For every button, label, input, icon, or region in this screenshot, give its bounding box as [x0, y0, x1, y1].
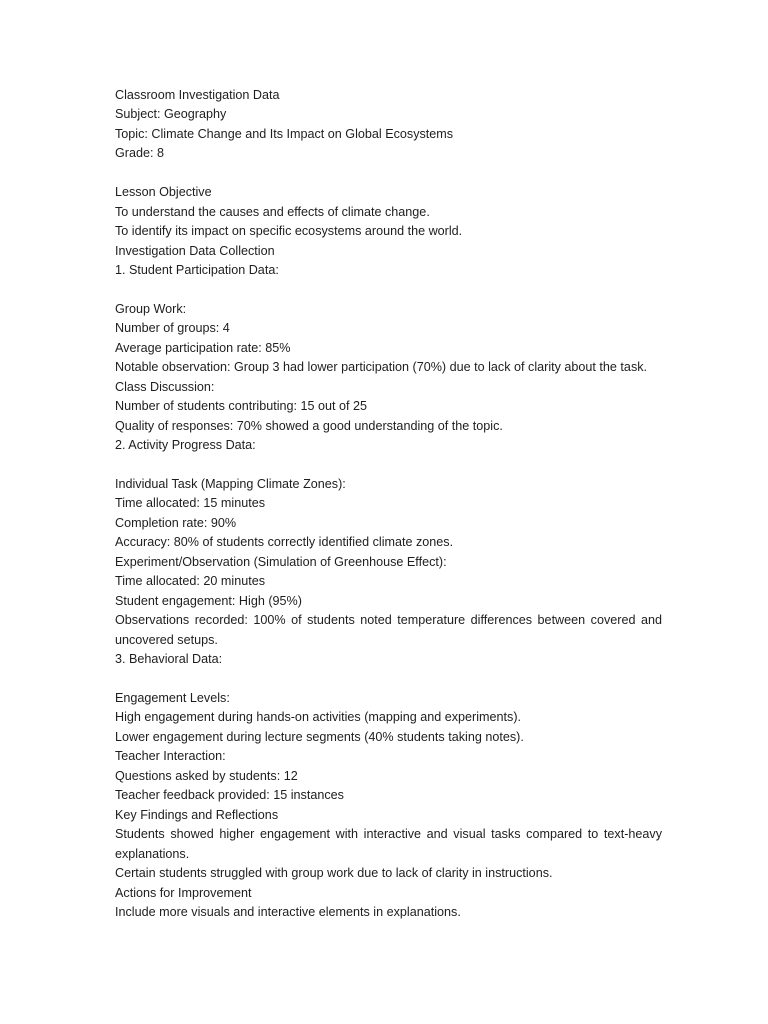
topic-line: Topic: Climate Change and Its Impact on Global Ecosystems [115, 126, 454, 141]
students-contributing: Number of students contributing: 15 out of 25 [115, 399, 368, 414]
finding: Students showed higher engagement with interactive and visual tasks compared to text-heavy explanations. [115, 827, 662, 861]
teacher-interaction-heading: Teacher Interaction: [115, 749, 226, 764]
lower-engagement: Lower engagement during lecture segments (40% students taking notes). [115, 729, 524, 744]
grade-line: Grade: 8 [115, 146, 165, 161]
engagement-levels-heading: Engagement Levels: [115, 690, 230, 705]
objective-heading: Lesson Objective [115, 185, 212, 200]
objective-line: To understand the causes and effects of climate change. [115, 204, 430, 219]
completion-rate: Completion rate: 90% [115, 515, 237, 530]
findings-heading: Key Findings and Reflections [115, 807, 279, 822]
questions-asked: Questions asked by students: 12 [115, 768, 298, 783]
spacer [115, 670, 662, 689]
class-discussion-heading: Class Discussion: [115, 379, 215, 394]
observations-recorded: Observations recorded: 100% of students noted temperature differences between covered and uncovered setups. [115, 613, 662, 647]
objective-line: To identify its impact on specific ecosystems around the world. [115, 224, 463, 239]
student-engagement: Student engagement: High (95%) [115, 593, 302, 608]
finding: Certain students struggled with group work due to lack of clarity in instructions. [115, 866, 553, 881]
document-title: Classroom Investigation Data [115, 88, 280, 102]
time-allocated: Time allocated: 15 minutes [115, 496, 266, 511]
group-work-heading: Group Work: [115, 301, 187, 316]
spacer [115, 281, 662, 300]
subject-line: Subject: Geography [115, 107, 227, 122]
individual-task-heading: Individual Task (Mapping Climate Zones): [115, 477, 346, 492]
spacer [115, 164, 662, 183]
number-of-groups: Number of groups: 4 [115, 321, 230, 336]
quality-of-responses: Quality of responses: 70% showed a good understanding of the topic. [115, 418, 503, 433]
improvement-item: Include more visuals and interactive elements in explanations. [115, 904, 461, 919]
collection-heading: Investigation Data Collection [115, 243, 275, 258]
activity-section-heading: 2. Activity Progress Data: [115, 438, 256, 453]
notable-observation: Notable observation: Group 3 had lower participation (70%) due to lack of clarity about the task. [115, 360, 648, 375]
high-engagement: High engagement during hands-on activities (mapping and experiments). [115, 710, 522, 725]
spacer [115, 456, 662, 475]
time-allocated: Time allocated: 20 minutes [115, 574, 266, 589]
accuracy-line: Accuracy: 80% of students correctly identified climate zones. [115, 535, 454, 550]
behavioral-section-heading: 3. Behavioral Data: [115, 652, 223, 667]
experiment-heading: Experiment/Observation (Simulation of Greenhouse Effect): [115, 554, 447, 569]
teacher-feedback: Teacher feedback provided: 15 instances [115, 788, 344, 803]
document-body [115, 86, 662, 922]
participation-section-heading: 1. Student Participation Data: [115, 263, 279, 278]
average-participation-rate: Average participation rate: 85% [115, 340, 291, 355]
improvement-heading: Actions for Improvement [115, 885, 252, 900]
